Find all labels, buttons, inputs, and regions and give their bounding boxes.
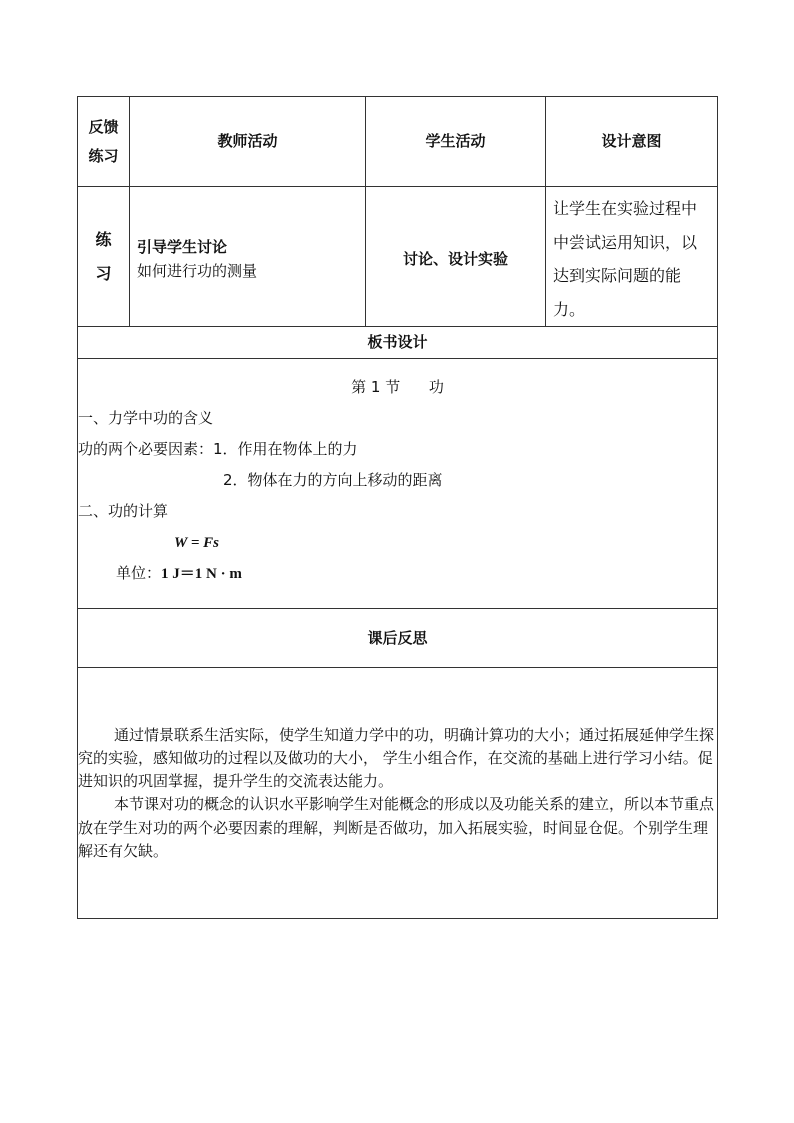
board-line1: 一、力学中功的含义 <box>78 409 214 428</box>
board-line2: 功的两个必要因素：1．作用在物体上的力 <box>78 440 358 459</box>
practice-label: 练习 <box>78 187 130 327</box>
board-content <box>78 359 718 609</box>
reflection-para1: 通过情景联系生活实际，使学生知道力学中的功，明确计算功的大小；通过拓展延伸学生探究的实验，感知做功的过程以及做功的大小， 学生小组合作，在交流的基础上进行学习小结。促进知识的巩固掌握，提升学生的交流表达能力。 <box>78 725 715 791</box>
board-unit-value: 1 J＝1 N · m <box>161 566 242 583</box>
board-title: 板书设计 <box>78 327 718 359</box>
board-formula-line <box>78 527 717 558</box>
header-teacher-activity: 教师活动 <box>130 97 366 187</box>
board-formula: W = Fs <box>174 535 219 552</box>
reflection-content-row <box>78 668 718 919</box>
reflection-content <box>78 668 718 919</box>
board-line4: 二、功的计算 <box>78 502 169 521</box>
board-section: 第 1 节 功 <box>351 378 444 397</box>
practice-student-cell: 讨论、设计实验 <box>366 187 546 327</box>
header-student-activity: 学生活动 <box>366 97 546 187</box>
reflection-para2: 本节课对功的概念的认识水平影响学生对能概念的形成以及功能关系的建立，所以本节重点放在学生对功的两个必要因素的理解，判断是否做功，加入拓展实验，时间显仓促。个别学生理解还有欠缺。 <box>78 795 715 860</box>
lesson-plan-table <box>77 96 718 919</box>
header-design-intent: 设计意图 <box>546 97 718 187</box>
header-feedback-practice <box>78 97 130 187</box>
board-title-row <box>78 327 718 359</box>
teacher-title: 引导学生讨论 <box>137 238 228 257</box>
board-line3: 2．物体在力的方向上移动的距离 <box>223 471 443 490</box>
practice-design-cell: 让学生在实验过程中中尝试运用知识，以达到实际问题的能力。 <box>546 187 718 327</box>
reflection-title: 课后反思 <box>78 609 718 668</box>
header-col1-text: 反馈练习 <box>88 118 119 165</box>
board-unit-line <box>78 558 717 589</box>
reflection-title-row <box>78 609 718 668</box>
header-row <box>78 97 718 187</box>
board-content-row <box>78 359 718 609</box>
teacher-text: 如何进行功的测量 <box>137 261 258 280</box>
board-unit-label: 单位： <box>116 564 162 583</box>
practice-teacher-cell <box>130 187 366 327</box>
practice-row <box>78 187 718 327</box>
